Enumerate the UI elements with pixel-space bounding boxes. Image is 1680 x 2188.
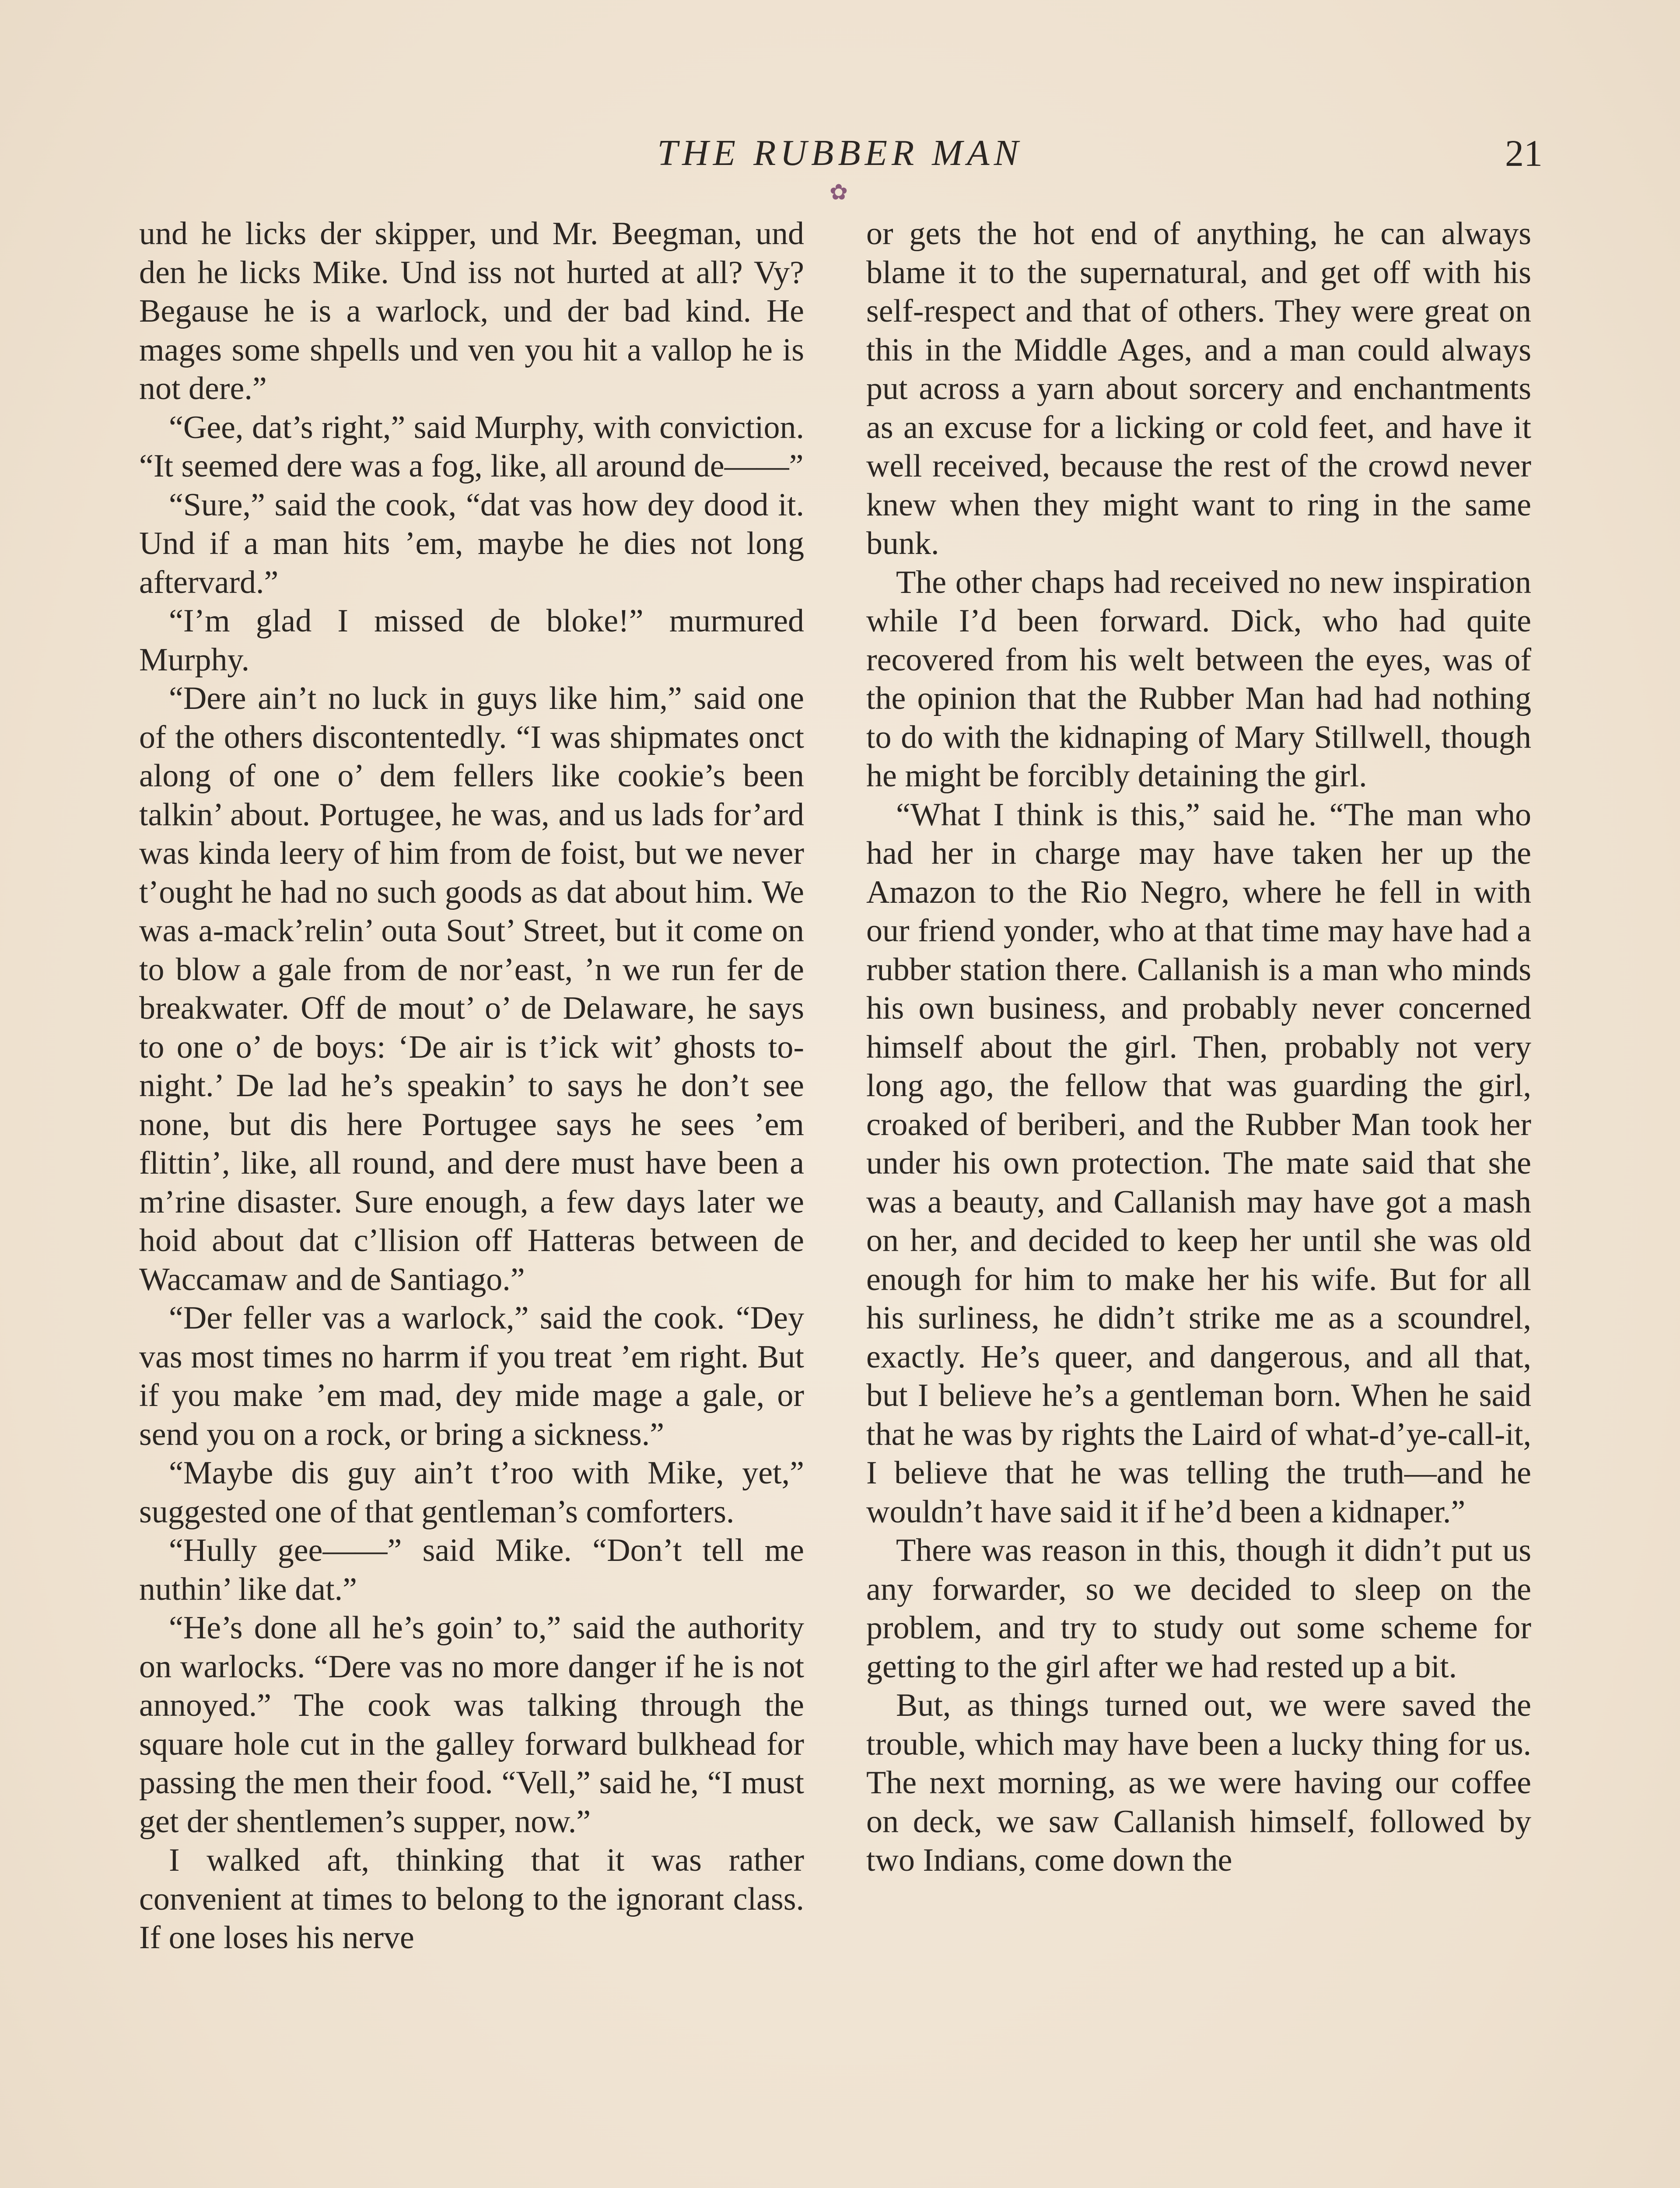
paragraph: “What I think is this,” said he. “The man who had her in charge may have taken her up the Amazon to the Rio Negro, where he fell in with our friend yonder, who at that time may have had a rubber station there. Callanish is a man who minds his own business, and probably never concerned himself about the girl. Then, probably not very long ago, the fellow that was guarding the girl, croaked of beriberi, and the Rubber Man took her under his own protection. The mate said that she was a beauty, and Callanish may have got a mash on her, and decided to keep her until she was old enough for him to make her his wife. But for all his surliness, he didn’t strike me as a scoundrel, exactly. He’s queer, and dangerous, and all that, but I believe he’s a gentleman born. When he said that he was by rights the Laird of what-d’ye-call-it, I believe that he was telling the truth—and he wouldn’t have said it if he’d been a kidnaper.” bbox=[866, 796, 1531, 1530]
paragraph: “Hully gee——” said Mike. “Don’t tell me nuthin’ like dat.” bbox=[139, 1532, 804, 1607]
paragraph: “Gee, dat’s right,” said Murphy, with conviction. “It seemed dere was a fog, like, all around de——” bbox=[139, 409, 804, 484]
paragraph: There was reason in this, though it didn’t put us any forwarder, so we decided to sleep on the problem, and try to study out some scheme for getting to the girl after we had rested up a bit. bbox=[866, 1532, 1531, 1685]
paragraph: “Maybe dis guy ain’t t’roo with Mike, yet,” suggested one of that gentleman’s comforters. bbox=[139, 1455, 804, 1530]
paragraph: “He’s done all he’s goin’ to,” said the authority on warlocks. “Dere vas no more danger if he is not annoyed.” The cook was talking through the square hole cut in the galley forward bulkhead for passing the men their food. “Vell,” said he, “I must get der shentlemen’s supper, now.” bbox=[139, 1610, 804, 1840]
flower-ornament-icon: ✿ bbox=[830, 180, 848, 204]
text-column-left bbox=[139, 214, 804, 1957]
paragraph: I walked aft, thinking that it was rather convenient at times to belong to the ignorant class. If one loses his nerve bbox=[139, 1842, 804, 1956]
paragraph: “Dere ain’t no luck in guys like him,” said one of the others discontentedly. “I was shipmates onct along of one o’ dem fellers like cookie’s been talkin’ about. Portugee, he was, and us lads for’ard was kinda leery of him from de foist, but we never t’ought he had no such goods as dat about him. We was a-mack’relin’ outa Sout’ Street, but it come on to blow a gale from de nor’east, ’n we run fer de breakwater. Off de mout’ o’ de Delaware, he says to one o’ de boys: ‘De air is t’ick wit’ ghosts tonight.’ De lad he’s speakin’ to says he don’t see none, but dis here Portugee says he sees ’em flittin’, like, all round, and dere must have been a m’rine disaster. Sure enough, a few days later we hoid about dat c’llision off Hatteras between de Waccamaw and de Santiago.” bbox=[139, 680, 804, 1297]
paragraph: “Der feller vas a warlock,” said the cook. “Dey vas most times no harrm if you treat ’em right. But if you make ’em mad, dey mide mage a gale, or send you on a rock, or bring a sickness.” bbox=[139, 1300, 804, 1452]
text-column-right bbox=[866, 214, 1531, 1880]
paragraph: “Sure,” said the cook, “dat vas how dey dood it. Und if a man hits ’em, maybe he dies not long aftervard.” bbox=[139, 487, 804, 600]
paragraph: und he licks der skipper, und Mr. Beegman, und den he licks Mike. Und iss not hurted at all? Vy? Begause he is a warlock, und der bad kind. He mages some shpells und ven you hit a vallop he is not dere.” bbox=[139, 216, 804, 407]
paragraph: “I’m glad I missed de bloke!” murmured Murphy. bbox=[139, 603, 804, 678]
page-number: 21 bbox=[1505, 132, 1543, 174]
running-header bbox=[0, 131, 1680, 179]
paragraph: The other chaps had received no new inspiration while I’d been forward. Dick, who had quite recovered from his welt between the eyes, was of the opinion that the Rubber Man had had nothing to do with the kidnaping of Mary Stillwell, though he might be forcibly detaining the girl. bbox=[866, 564, 1531, 794]
paragraph: or gets the hot end of anything, he can always blame it to the supernatural, and get off with his self-respect and that of others. They were great on this in the Middle Ages, and a man could always put across a yarn about sorcery and enchantments as an excuse for a licking or cold feet, and have it well received, because the rest of the crowd never knew when they might want to ring in the same bunk. bbox=[866, 216, 1531, 561]
paragraph: But, as things turned out, we were saved the trouble, which may have been a lucky thing for us. The next morning, as we were having our coffee on deck, we saw Callanish himself, followed by two Indians, come down the bbox=[866, 1687, 1531, 1878]
running-title: THE RUBBER MAN bbox=[657, 133, 1023, 173]
